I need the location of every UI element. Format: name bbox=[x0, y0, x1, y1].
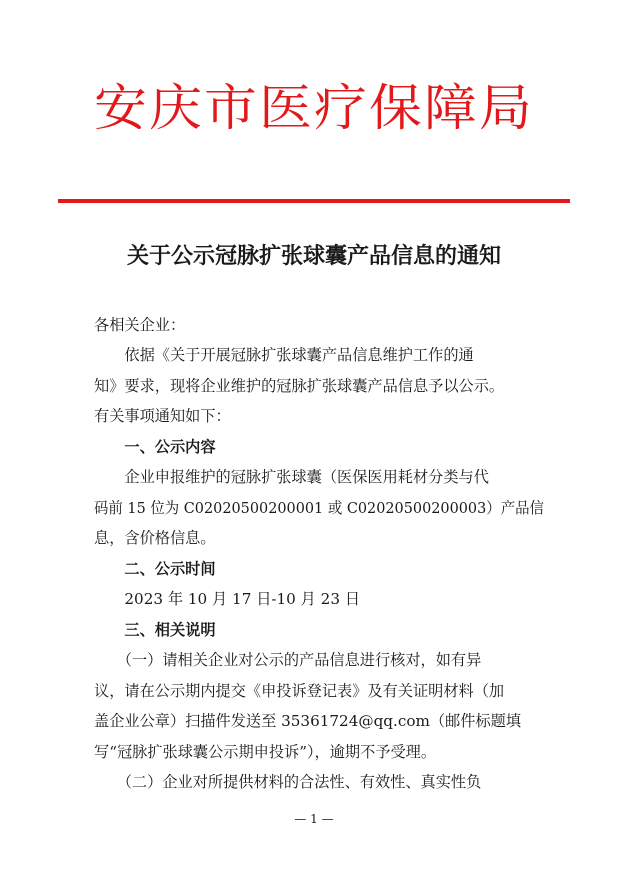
section-heading-content: 一、公示内容 bbox=[94, 438, 216, 456]
page-number: — 1 — bbox=[294, 812, 334, 826]
salutation: 各相关企业： bbox=[94, 316, 186, 334]
masthead-title: 安庆市医疗保障局 bbox=[94, 79, 534, 137]
masthead-red-rule bbox=[58, 199, 570, 203]
paragraph-line: 码前 15 位为 C02020500200001 或 C02020500200003）产品信 bbox=[94, 499, 544, 517]
paragraph-line: 企业申报维护的冠脉扩张球囊（医保医用耗材分类与代 bbox=[94, 468, 489, 486]
paragraph-line: 依据《关于开展冠脉扩张球囊产品信息维护工作的通 bbox=[94, 346, 474, 364]
section-heading-notes: 三、相关说明 bbox=[94, 621, 216, 639]
document-title: 关于公示冠脉扩张球囊产品信息的通知 bbox=[126, 243, 501, 269]
section-heading-time: 二、公示时间 bbox=[94, 560, 216, 578]
paragraph-line: 写“冠脉扩张球囊公示期申投诉”），逾期不予受理。 bbox=[94, 743, 437, 761]
paragraph-line: 盖企业公章）扫描件发送至 35361724@qq.com（邮件标题填 bbox=[94, 712, 522, 730]
paragraph-line: 有关事项通知如下： bbox=[94, 407, 231, 425]
paragraph-line: 议，请在公示期内提交《申投诉登记表》及有关证明材料（加 bbox=[94, 682, 505, 700]
paragraph-line: （一）请相关企业对公示的产品信息进行核对，如有异 bbox=[94, 651, 482, 669]
paragraph-line: 2023 年 10 月 17 日-10 月 23 日 bbox=[94, 590, 361, 608]
paragraph-line: （二）企业对所提供材料的合法性、有效性、真实性负 bbox=[94, 773, 482, 791]
paragraph-line: 息，含价格信息。 bbox=[94, 529, 216, 547]
paragraph-line: 知》要求，现将企业维护的冠脉扩张球囊产品信息予以公示。 bbox=[94, 377, 505, 395]
